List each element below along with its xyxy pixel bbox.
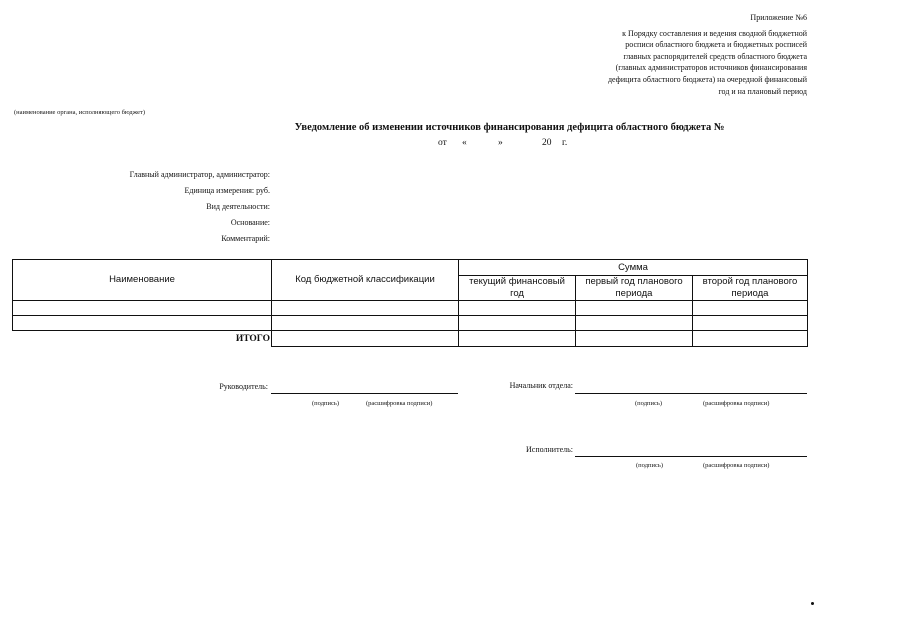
executor-sign-caption: (подпись) — [636, 462, 663, 469]
total-cell[interactable] — [272, 331, 459, 347]
table-cell[interactable] — [272, 316, 459, 331]
org-caption: (наименование органа, исполняющего бюджет) — [14, 109, 146, 116]
date-prefix: от — [438, 138, 447, 148]
table-cell[interactable] — [13, 316, 272, 331]
total-label: ИТОГО — [13, 331, 272, 347]
table-cell[interactable] — [693, 301, 808, 316]
appendix-block — [547, 12, 807, 97]
info-basis: Основание: — [230, 218, 270, 227]
total-cell[interactable] — [576, 331, 693, 347]
header-name: Наименование — [13, 260, 272, 301]
info-admin: Главный администратор, администратор: — [129, 170, 270, 179]
header-first-plan-year: первый год планового периода — [576, 276, 693, 301]
dept-chief-signature-label: Начальник отдела: — [509, 381, 573, 390]
date-close-quote: » — [498, 138, 503, 148]
date-year-suffix: г. — [562, 138, 568, 148]
date-year-prefix: 20 — [542, 138, 552, 148]
table-cell[interactable] — [272, 301, 459, 316]
scan-mark — [811, 602, 814, 605]
appendix-line: (главных администраторов источников финансирования — [615, 63, 807, 73]
table-cell[interactable] — [459, 301, 576, 316]
table-row — [13, 301, 808, 316]
info-unit: Единица измерения: руб. — [184, 186, 270, 195]
head-signature-label: Руководитель: — [219, 382, 268, 391]
executor-decode-caption: (расшифровка подписи) — [703, 462, 770, 469]
total-cell[interactable] — [693, 331, 808, 347]
executor-signature-label: Исполнитель: — [526, 445, 573, 454]
head-signature-line[interactable] — [271, 393, 458, 394]
table-cell[interactable] — [459, 316, 576, 331]
total-cell[interactable] — [459, 331, 576, 347]
info-comment: Комментарий: — [221, 234, 270, 243]
table-cell[interactable] — [576, 316, 693, 331]
table-cell[interactable] — [13, 301, 272, 316]
date-open-quote: « — [462, 138, 467, 148]
header-current-year: текущий финансовый год — [459, 276, 576, 301]
dept-chief-signature-line[interactable] — [575, 393, 807, 394]
appendix-line: год и на плановый период — [718, 86, 807, 96]
appendix-line: главных распорядителей средств областного бюджета — [623, 51, 807, 61]
appendix-number: Приложение №6 — [750, 13, 807, 22]
appendix-line: дефицита областного бюджета) на очередной финансовый — [607, 74, 807, 84]
executor-signature-line[interactable] — [575, 456, 807, 457]
head-decode-caption: (расшифровка подписи) — [366, 400, 433, 407]
table-cell[interactable] — [693, 316, 808, 331]
appendix-line: к Порядку составления и ведения сводной бюджетной — [622, 28, 807, 38]
appendix-line: росписи областного бюджета и бюджетных росписей — [625, 40, 807, 50]
header-second-plan-year: второй год планового периода — [693, 276, 808, 301]
table-cell[interactable] — [576, 301, 693, 316]
header-sum: Сумма — [459, 260, 808, 276]
document-title: Уведомление об изменении источников финансирования дефицита областного бюджета № — [294, 122, 725, 133]
table-row — [13, 316, 808, 331]
dept-chief-decode-caption: (расшифровка подписи) — [703, 400, 770, 407]
header-code: Код бюджетной классификации — [272, 260, 459, 301]
total-row — [13, 331, 808, 347]
info-activity: Вид деятельности: — [206, 202, 270, 211]
head-sign-caption: (подпись) — [312, 400, 339, 407]
dept-chief-sign-caption: (подпись) — [635, 400, 662, 407]
sources-table — [12, 259, 808, 347]
